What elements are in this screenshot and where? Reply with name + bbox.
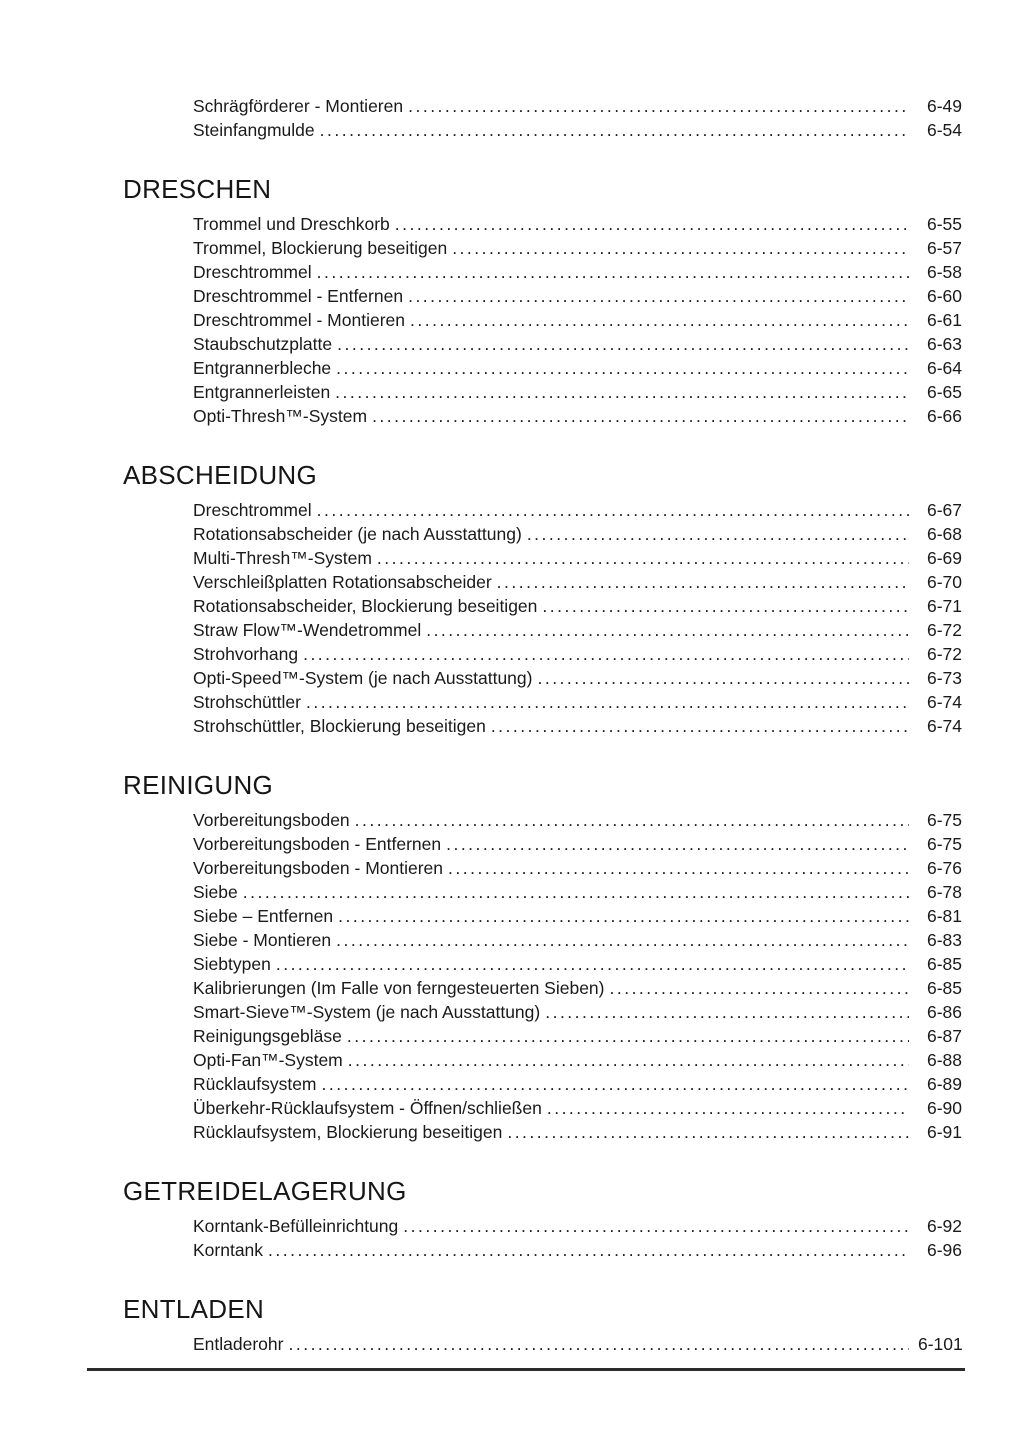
dot-leader-icon (372, 404, 909, 428)
section-heading: REINIGUNG (123, 770, 274, 800)
entry-label: Korntank (193, 1240, 264, 1260)
dot-leader-icon (527, 522, 909, 546)
entry-label: Strohschüttler (193, 692, 301, 712)
dot-leader-icon (537, 666, 909, 690)
entry-label: Siebtypen (193, 954, 271, 974)
toc-entry[interactable] (193, 642, 962, 666)
toc-section (123, 174, 962, 428)
section-entries (193, 1332, 962, 1356)
entry-label: Strohschüttler, Blockierung beseitigen (193, 716, 486, 736)
dot-leader-icon (408, 284, 909, 308)
section-entries (193, 1214, 962, 1262)
entry-page-number: 6-72 (926, 644, 962, 664)
toc-entry[interactable] (193, 212, 962, 236)
entry-label: Entladerohr (193, 1334, 284, 1354)
toc-entry[interactable] (193, 498, 962, 522)
entry-page-number: 6-85 (926, 978, 962, 998)
toc-entry[interactable] (193, 284, 962, 308)
dot-leader-icon (288, 1332, 909, 1356)
entry-page-number: 6-60 (926, 286, 962, 306)
table-of-contents (123, 94, 962, 1356)
dot-leader-icon (426, 618, 909, 642)
entry-page-number: 6-78 (926, 882, 962, 902)
toc-entry[interactable] (193, 404, 962, 428)
toc-entry[interactable] (193, 260, 962, 284)
dot-leader-icon (317, 498, 909, 522)
entry-page-number: 6-64 (926, 358, 962, 378)
entry-page-number: 6-72 (926, 620, 962, 640)
entry-label: Multi-Thresh™-System (193, 548, 372, 568)
dot-leader-icon (268, 1238, 909, 1262)
entry-label: Entgrannerbleche (193, 358, 332, 378)
dot-leader-icon (303, 642, 909, 666)
entry-page-number: 6-55 (926, 214, 962, 234)
entry-label: Dreschtrommel (193, 500, 312, 520)
entry-page-number: 6-86 (926, 1002, 962, 1022)
entry-page-number: 6-87 (926, 1026, 962, 1046)
entry-label: Opti-Speed™-System (je nach Ausstattung) (193, 668, 533, 688)
entry-page-number: 6-63 (926, 334, 962, 354)
entry-label: Siebe - Montieren (193, 930, 332, 950)
entry-page-number: 6-61 (926, 310, 962, 330)
dot-leader-icon (452, 236, 909, 260)
entry-label: Rotationsabscheider, Blockierung beseitigen (193, 596, 538, 616)
toc-section (123, 1176, 962, 1262)
dot-leader-icon (320, 118, 909, 142)
entry-label: Schrägförderer - Montieren (193, 96, 404, 116)
entry-page-number: 6-71 (926, 596, 962, 616)
toc-entry[interactable] (193, 1332, 962, 1356)
toc-entry[interactable] (193, 1120, 962, 1144)
entry-page-number: 6-68 (926, 524, 962, 544)
entry-label: Steinfangmulde (193, 120, 315, 140)
dot-leader-icon (348, 1048, 909, 1072)
dot-leader-icon (355, 808, 909, 832)
entry-label: Siebe – Entfernen (193, 906, 334, 926)
entry-page-number: 6-92 (926, 1216, 962, 1236)
section-entries (193, 212, 962, 428)
entry-label: Kalibrierungen (Im Falle von ferngesteuerten Sieben) (193, 978, 605, 998)
entry-label: Straw Flow™-Wendetrommel (193, 620, 422, 640)
dot-leader-icon (547, 1096, 909, 1120)
toc-entry[interactable] (193, 94, 962, 118)
toc-entry[interactable] (193, 1238, 962, 1262)
dot-leader-icon (448, 856, 909, 880)
dot-leader-icon (243, 880, 909, 904)
dot-leader-icon (410, 308, 909, 332)
entry-page-number: 6-54 (926, 120, 962, 140)
entry-label: Rotationsabscheider (je nach Ausstattung) (193, 524, 522, 544)
entry-page-number: 6-75 (926, 834, 962, 854)
dot-leader-icon (317, 260, 909, 284)
dot-leader-icon (408, 94, 909, 118)
toc-entry[interactable] (193, 332, 962, 356)
dot-leader-icon (542, 594, 909, 618)
toc-section (123, 1294, 962, 1356)
toc-entry[interactable] (193, 1096, 962, 1120)
entry-label: Opti-Fan™-System (193, 1050, 343, 1070)
section-heading: ABSCHEIDUNG (123, 460, 317, 490)
entry-page-number: 6-67 (926, 500, 962, 520)
entry-label: Entgrannerleisten (193, 382, 331, 402)
section-heading: DRESCHEN (123, 174, 272, 204)
entry-label: Dreschtrommel - Montieren (193, 310, 405, 330)
dot-leader-icon (497, 570, 909, 594)
entry-label: Überkehr-Rücklaufsystem - Öffnen/schließen (193, 1098, 542, 1118)
entry-label: Korntank-Befülleinrichtung (193, 1216, 399, 1236)
entry-page-number: 6-74 (926, 692, 962, 712)
toc-entry[interactable] (193, 714, 962, 738)
entry-label: Strohvorhang (193, 644, 299, 664)
entry-page-number: 6-101 (918, 1334, 963, 1354)
toc-section (123, 460, 962, 738)
toc-entry[interactable] (193, 1214, 962, 1238)
entry-label: Opti-Thresh™-System (193, 406, 368, 426)
dot-leader-icon (337, 332, 909, 356)
entry-label: Dreschtrommel - Entfernen (193, 286, 404, 306)
toc-entry[interactable] (193, 546, 962, 570)
entry-page-number: 6-85 (926, 954, 962, 974)
entry-label: Siebe (193, 882, 238, 902)
entry-page-number: 6-76 (926, 858, 962, 878)
entry-page-number: 6-65 (926, 382, 962, 402)
entry-page-number: 6-96 (926, 1240, 962, 1260)
entry-page-number: 6-74 (926, 716, 962, 736)
toc-entry[interactable] (193, 236, 962, 260)
dot-leader-icon (395, 212, 909, 236)
entry-label: Dreschtrommel (193, 262, 312, 282)
toc-entry[interactable] (193, 594, 962, 618)
section-heading: ENTLADEN (123, 1294, 265, 1324)
entry-label: Trommel, Blockierung beseitigen (193, 238, 448, 258)
toc-section (123, 770, 962, 1144)
toc-entry[interactable] (193, 618, 962, 642)
entry-page-number: 6-83 (926, 930, 962, 950)
dot-leader-icon (377, 546, 909, 570)
entry-page-number: 6-66 (926, 406, 962, 426)
entry-page-number: 6-57 (926, 238, 962, 258)
toc-entry[interactable] (193, 976, 962, 1000)
toc-entry[interactable] (193, 690, 962, 714)
toc-entry[interactable] (193, 666, 962, 690)
entry-page-number: 6-75 (926, 810, 962, 830)
section-heading: GETREIDELAGERUNG (123, 1176, 407, 1206)
dot-leader-icon (336, 356, 909, 380)
section-entries (193, 808, 962, 1144)
toc-entry[interactable] (193, 928, 962, 952)
dot-leader-icon (491, 714, 909, 738)
toc-entry[interactable] (193, 570, 962, 594)
entry-page-number: 6-58 (926, 262, 962, 282)
footer-rule (87, 1368, 965, 1371)
section-entries (193, 498, 962, 738)
toc-entry[interactable] (193, 1072, 962, 1096)
toc-entry[interactable] (193, 380, 962, 404)
toc-entry[interactable] (193, 880, 962, 904)
entry-page-number: 6-91 (926, 1122, 962, 1142)
entry-page-number: 6-73 (926, 668, 962, 688)
dot-leader-icon (335, 380, 909, 404)
toc-entry[interactable] (193, 808, 962, 832)
dot-leader-icon (507, 1120, 909, 1144)
entry-label: Vorbereitungsboden (193, 810, 350, 830)
entry-label: Staubschutzplatte (193, 334, 333, 354)
dot-leader-icon (347, 1024, 909, 1048)
dot-leader-icon (322, 1072, 909, 1096)
entry-label: Reinigungsgebläse (193, 1026, 342, 1046)
toc-entry[interactable] (193, 118, 962, 142)
entry-page-number: 6-70 (926, 572, 962, 592)
toc-entry[interactable] (193, 1048, 962, 1072)
dot-leader-icon (446, 832, 909, 856)
toc-entry[interactable] (193, 356, 962, 380)
entry-label: Vorbereitungsboden - Montieren (193, 858, 444, 878)
entry-label: Trommel und Dreschkorb (193, 214, 390, 234)
entry-label: Verschleißplatten Rotationsabscheider (193, 572, 492, 592)
toc-entry[interactable] (193, 904, 962, 928)
entry-page-number: 6-69 (926, 548, 962, 568)
dot-leader-icon (336, 928, 909, 952)
entry-label: Vorbereitungsboden - Entfernen (193, 834, 442, 854)
entry-page-number: 6-88 (926, 1050, 962, 1070)
toc-entry[interactable] (193, 1024, 962, 1048)
dot-leader-icon (545, 1000, 909, 1024)
dot-leader-icon (338, 904, 909, 928)
section-entries (193, 94, 962, 142)
toc-entry[interactable] (193, 308, 962, 332)
entry-label: Smart-Sieve™-System (je nach Ausstattung) (193, 1002, 541, 1022)
toc-entry[interactable] (193, 522, 962, 546)
entry-page-number: 6-49 (926, 96, 962, 116)
toc-entry[interactable] (193, 1000, 962, 1024)
toc-entry[interactable] (193, 832, 962, 856)
dot-leader-icon (306, 690, 909, 714)
toc-section (123, 94, 962, 142)
entry-label: Rücklaufsystem (193, 1074, 317, 1094)
toc-entry[interactable] (193, 856, 962, 880)
entry-page-number: 6-89 (926, 1074, 962, 1094)
dot-leader-icon (403, 1214, 909, 1238)
entry-page-number: 6-81 (926, 906, 962, 926)
toc-entry[interactable] (193, 952, 962, 976)
dot-leader-icon (609, 976, 909, 1000)
dot-leader-icon (276, 952, 909, 976)
entry-page-number: 6-90 (926, 1098, 962, 1118)
entry-label: Rücklaufsystem, Blockierung beseitigen (193, 1122, 503, 1142)
